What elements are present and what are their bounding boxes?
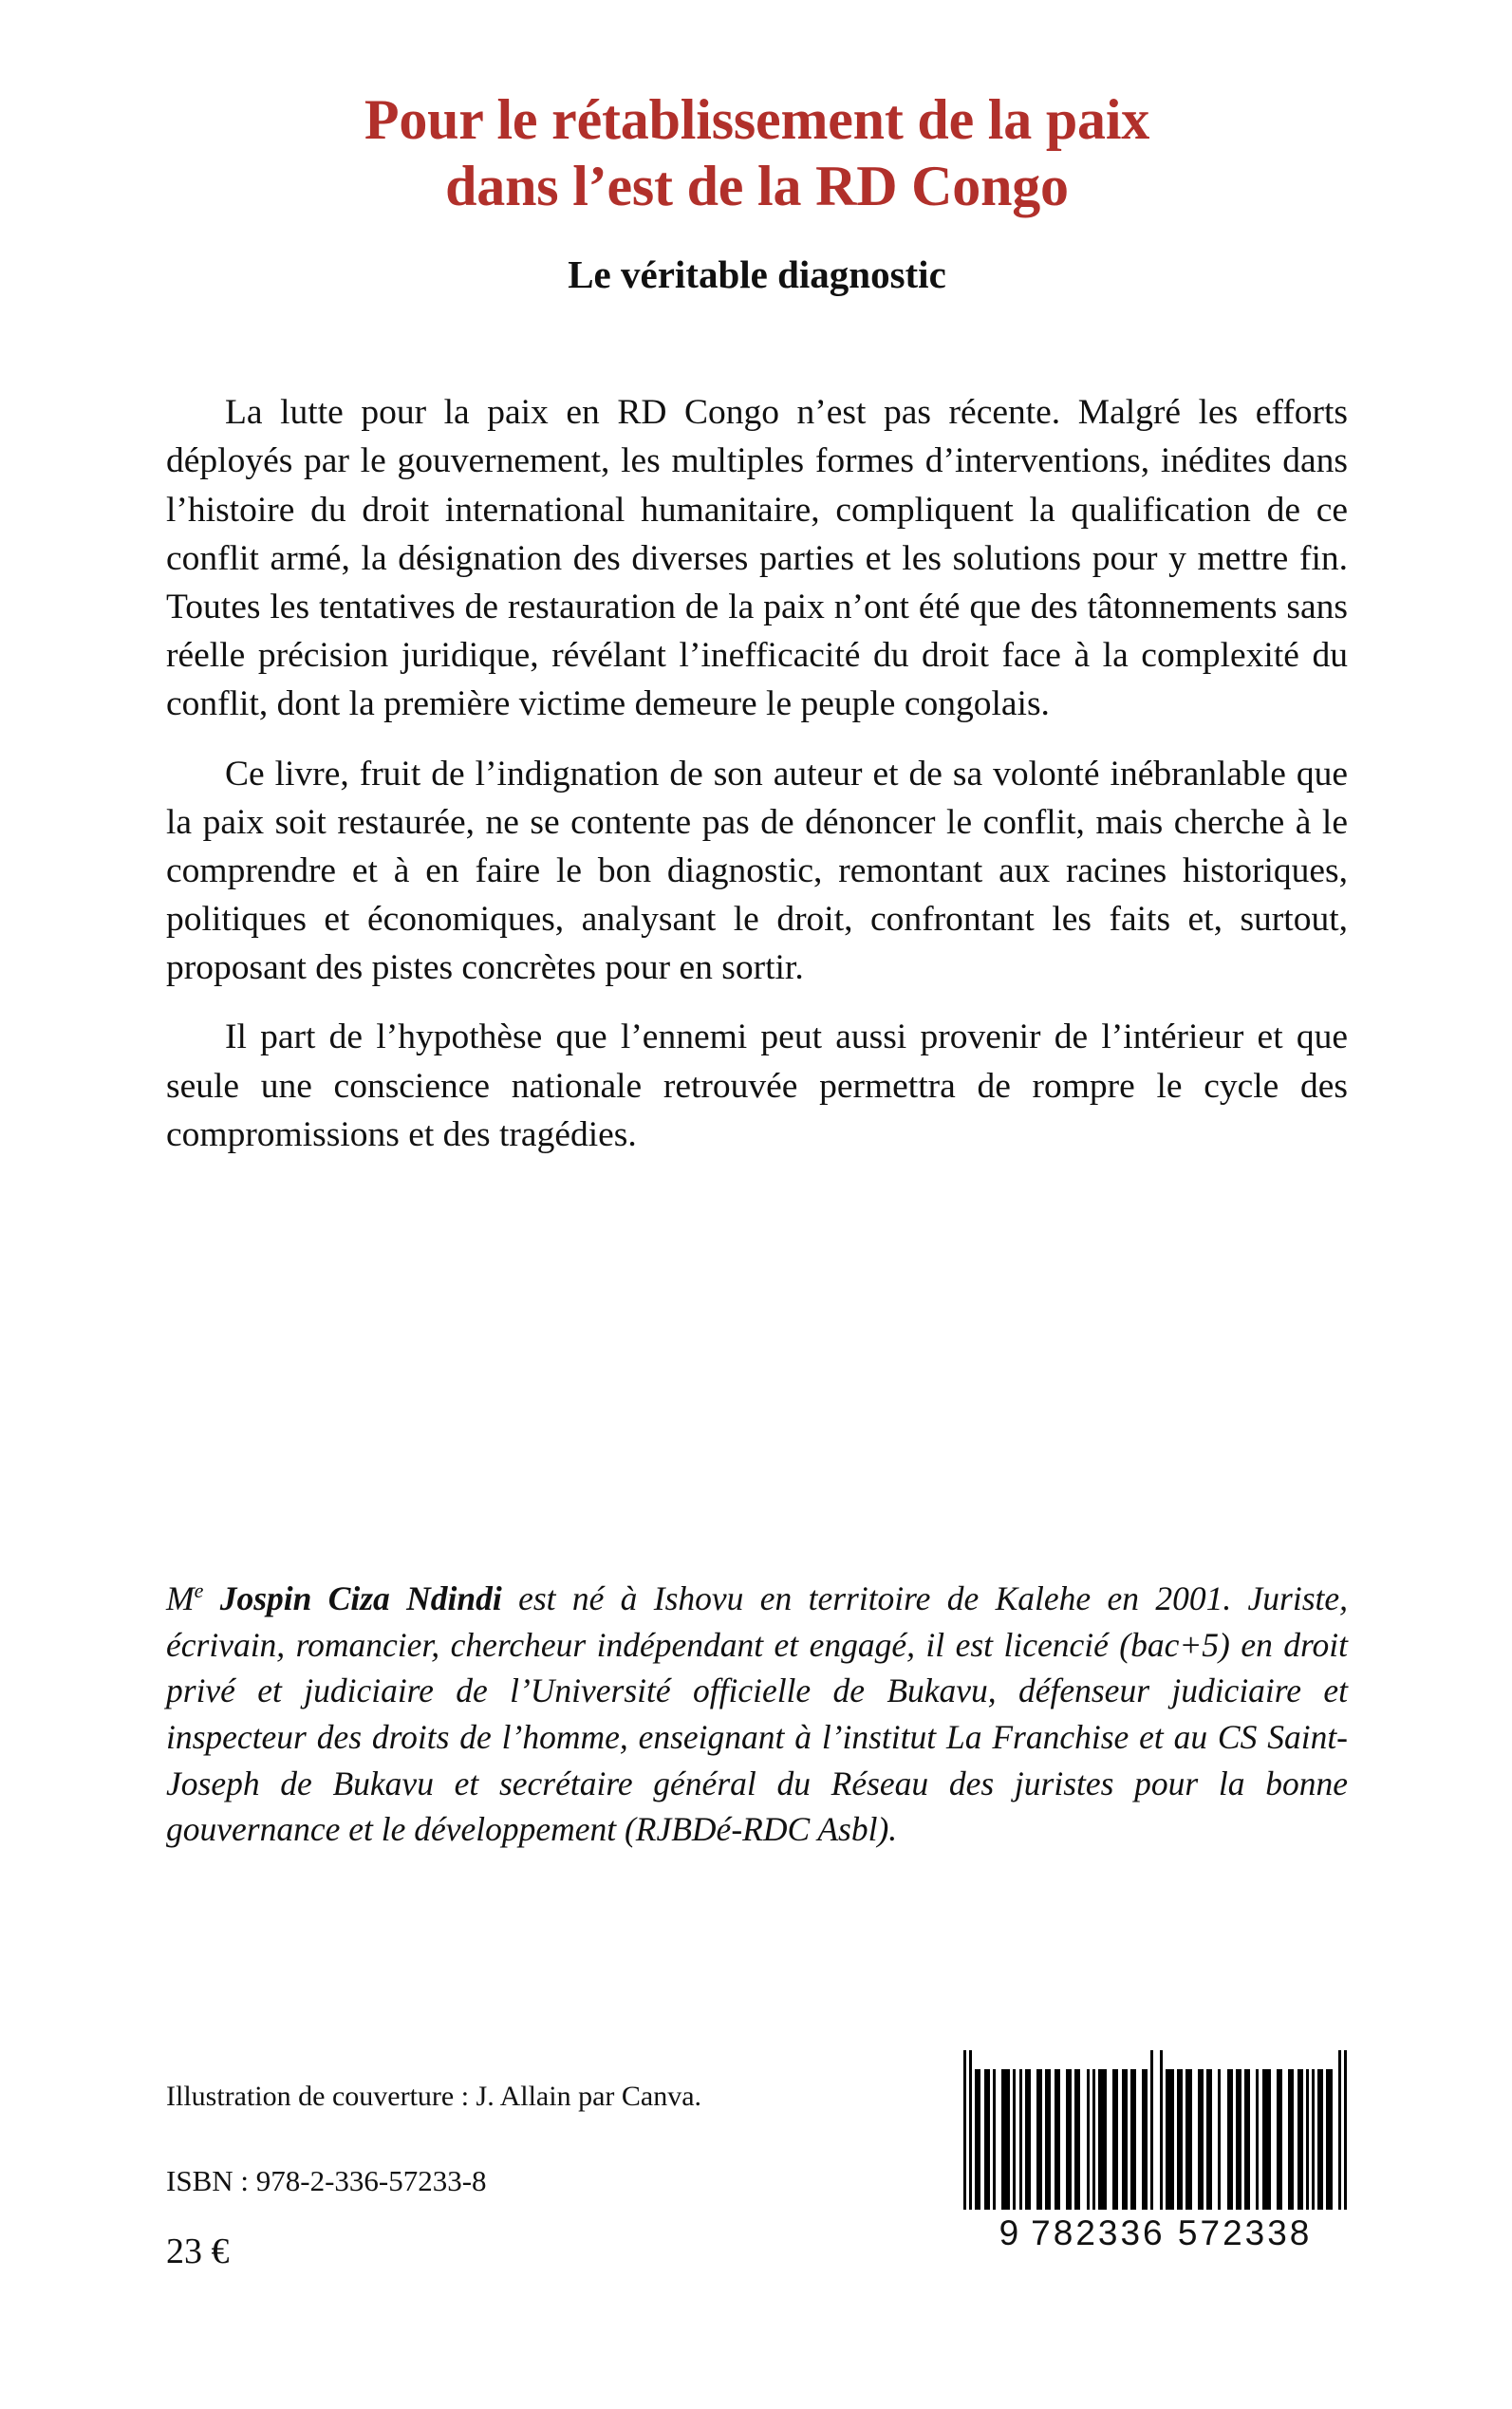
title-line-1: Pour le rétablissement de la paix [364, 88, 1150, 151]
barcode [963, 2069, 1348, 2253]
footer-left-column [166, 2081, 925, 2272]
author-bio [166, 1576, 1348, 1853]
price-text: 23 € [166, 2232, 230, 2271]
cover-text-block [166, 87, 1348, 1180]
barcode-main-digits: 782336 572338 [1031, 2213, 1313, 2252]
blurb [166, 388, 1348, 1159]
author-name: Jospin Ciza Ndindi [219, 1579, 502, 1617]
barcode-bars [963, 2069, 1348, 2210]
isbn-text: ISBN : 978-2-336-57233-8 [166, 2164, 487, 2197]
author-bio-text: est né à Ishovu en territoire de Kalehe en 2001. Juriste, écrivain, romancier, chercheur indépendant et engagé, il est licencié (bac+5) en droit privé et judiciaire de l’Université officielle de Bukavu, défenseur judiciaire et inspecteur des droits de l’homme, enseignant à l’institut La Franchise et au CS Saint-Joseph de Bukavu et secrétaire général du Réseau des juristes pour la bonne gouvernance et le développement (RJBDé-RDC Asbl). [166, 1579, 1349, 1849]
page-title [166, 87, 1348, 219]
author-honorific: Me [166, 1578, 204, 1617]
barcode-digits [963, 2213, 1348, 2253]
blurb-paragraph: Ce livre, fruit de l’indignation de son auteur et de sa volonté inébranlable que la paix soit restaurée, ne se contente pas de dénoncer le conflit, mais cherche à le comprendre et à en faire le bon diagnostic, remontant aux racines historiques, politiques et économiques, analysant le droit, confrontant les faits et, surtout, proposant des pistes concrètes pour en sortir. [166, 754, 1348, 988]
blurb-paragraph: La lutte pour la paix en RD Congo n’est pas récente. Malgré les efforts déployés par le gouvernement, les multiples formes d’interventions, inédites dans l’histoire du droit international humanitaire, compliquent la qualification de ce conflit armé, la désignation des diverses parties et les solutions pour y mettre fin. Toutes les tentatives de restauration de la paix n’ont été que des tâtonnements sans réelle précision juridique, révélant l’inefficacité du droit face à la complexité du conflit, dont la première victime demeure le peuple congolais. [166, 393, 1348, 724]
barcode-lead-digit: 9 [999, 2213, 1022, 2252]
illustration-credit: Illustration de couverture : J. Allain par Canva. [166, 2081, 702, 2112]
blurb-paragraph: Il part de l’hypothèse que l’ennemi peut aussi provenir de l’intérieur et que seule une conscience nationale retrouvée permettra de rompre le cycle des compromissions et des tragédies. [166, 1018, 1348, 1154]
title-line-2: dans l’est de la RD Congo [445, 154, 1069, 217]
page-subtitle: Le véritable diagnostic [568, 252, 946, 297]
